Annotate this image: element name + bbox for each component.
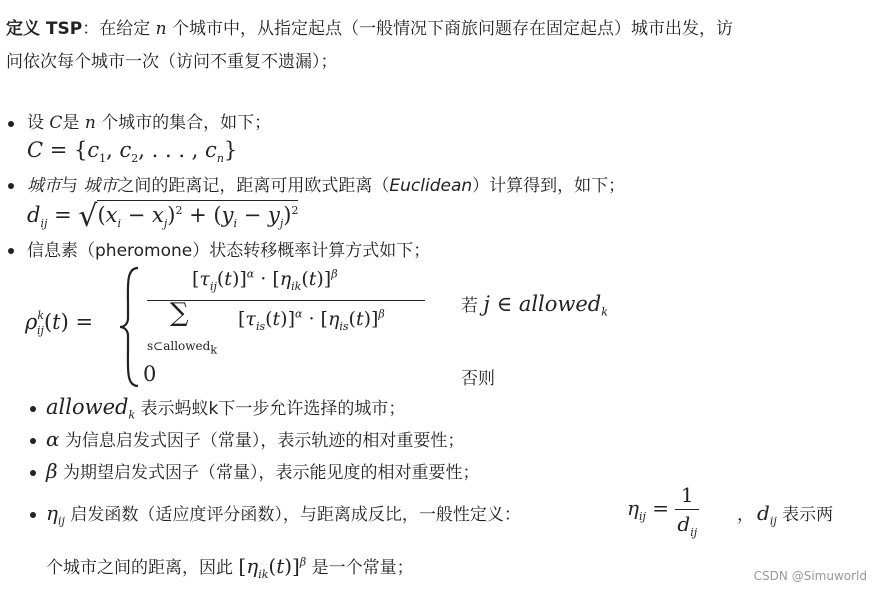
prob-denominator: $[\tau_{is}(t)]^\alpha \cdot [\eta_{is}(t)]^\beta$ — [238, 307, 385, 333]
intro-term: 定义 TSP — [6, 19, 83, 39]
eta-text-c: 表示两 — [782, 505, 834, 525]
sum-symbol: ∑ — [170, 298, 189, 328]
bullet-pheromone: 信息素（pheromone）状态转移概率计算方式如下； — [27, 241, 431, 261]
distance-formula: $d_{ij} = √(x_i - x_j)^2 + (y_i - y_j)^2$ — [27, 199, 299, 234]
city-word-2: 城市 — [83, 176, 118, 196]
eta-text-a: 启发函数（适应度评分函数），与距离成反比，一般性定义： — [70, 505, 521, 525]
subbullet-alpha — [46, 426, 464, 451]
subbullet-eta — [46, 500, 521, 528]
condition-if — [461, 291, 608, 319]
alpha-text: 为信息启发式因子（常量），表示轨迹的相对重要性； — [64, 431, 465, 451]
set-text-post: 个城市的集合，如下； — [101, 113, 272, 133]
alpha-symbol: α — [46, 427, 60, 451]
euclidean-word: Euclidean — [389, 176, 473, 196]
set-text-pre: 设 — [27, 113, 44, 133]
intro-line-1 — [6, 14, 733, 39]
allowed-sub: k — [128, 408, 136, 422]
eta-comma: ， — [737, 505, 754, 525]
allowed-symbol: allowed — [46, 395, 129, 419]
distance-text-a: 之间的距离记，距离可用欧式距离（ — [117, 176, 390, 196]
eta-definition-formula: $\eta_{ij}$ = $\frac{1}{d_{ij}}$ — [627, 483, 698, 539]
subbullet-allowed — [46, 394, 406, 422]
bullet-distance — [27, 171, 625, 196]
left-brace — [118, 266, 142, 388]
bullet-dot — [8, 248, 14, 254]
bullet-set-definition — [27, 108, 271, 133]
intro-n: n — [155, 19, 167, 39]
sum-subscript: s⊂allowed$_k$ — [147, 339, 217, 357]
probability-lhs: $\rho^k_{ij}(t)$ = — [25, 309, 94, 338]
eta-line2-a: 个城市之间的距离，因此 — [46, 558, 233, 578]
cond-allowed: j ∈ allowed — [483, 292, 602, 316]
subbullet-dot — [30, 438, 36, 444]
yu-word: 与 — [61, 176, 78, 196]
allowed-text: 表示蚂蚁k下一步允许选择的城市； — [140, 399, 406, 419]
watermark: CSDN @Simuworld — [753, 569, 867, 583]
subbullet-dot — [30, 512, 36, 518]
eta-dij-tail: $d_{ij}$ 表示两 — [757, 501, 834, 528]
intro-text-b: 个城市中，从指定起点（一般情况下商旅问题存在固定起点）城市出发，访 — [171, 19, 733, 39]
set-text-mid: 是 — [62, 113, 80, 133]
intro-text-a: ：在给定 — [82, 19, 151, 39]
subbullet-dot — [30, 406, 36, 412]
set-formula: $C = \{c_1$, $c_2$, . . . , $c_n$} — [27, 138, 238, 166]
beta-text: 为期望启发式因子（常量），表示能见度的相对重要性； — [62, 463, 480, 483]
cond-if-label: 若 — [461, 296, 478, 316]
beta-symbol: β — [46, 459, 58, 483]
bullet-dot — [8, 183, 14, 189]
eta-line-2: 个城市之间的距离，因此 $[\eta_{ik}(t)]^\beta$ 是一个常量； — [46, 554, 414, 581]
intro-line-2: 问依次每个城市一次（访问不重复不遗漏）； — [6, 52, 338, 72]
bullet-dot — [8, 121, 14, 127]
set-symbol-n: n — [84, 113, 96, 133]
zero-value: 0 — [143, 362, 157, 386]
condition-else: 否则 — [461, 369, 495, 389]
distance-text-b: ）计算得到，如下； — [472, 176, 626, 196]
eta-symbol: η — [46, 501, 58, 525]
subbullet-dot — [30, 470, 36, 476]
city-word-1: 城市 — [27, 176, 61, 196]
subbullet-beta — [46, 458, 479, 483]
eta-line2-b: 是一个常量； — [311, 558, 414, 578]
eta-sub: ij — [57, 514, 65, 528]
set-symbol-C: C — [49, 113, 63, 133]
prob-numerator: $[\tau_{ij}(t)]^\alpha \cdot [\eta_{ik}(t)]^\beta$ — [192, 267, 338, 293]
cond-allowed-sub: k — [601, 305, 608, 319]
